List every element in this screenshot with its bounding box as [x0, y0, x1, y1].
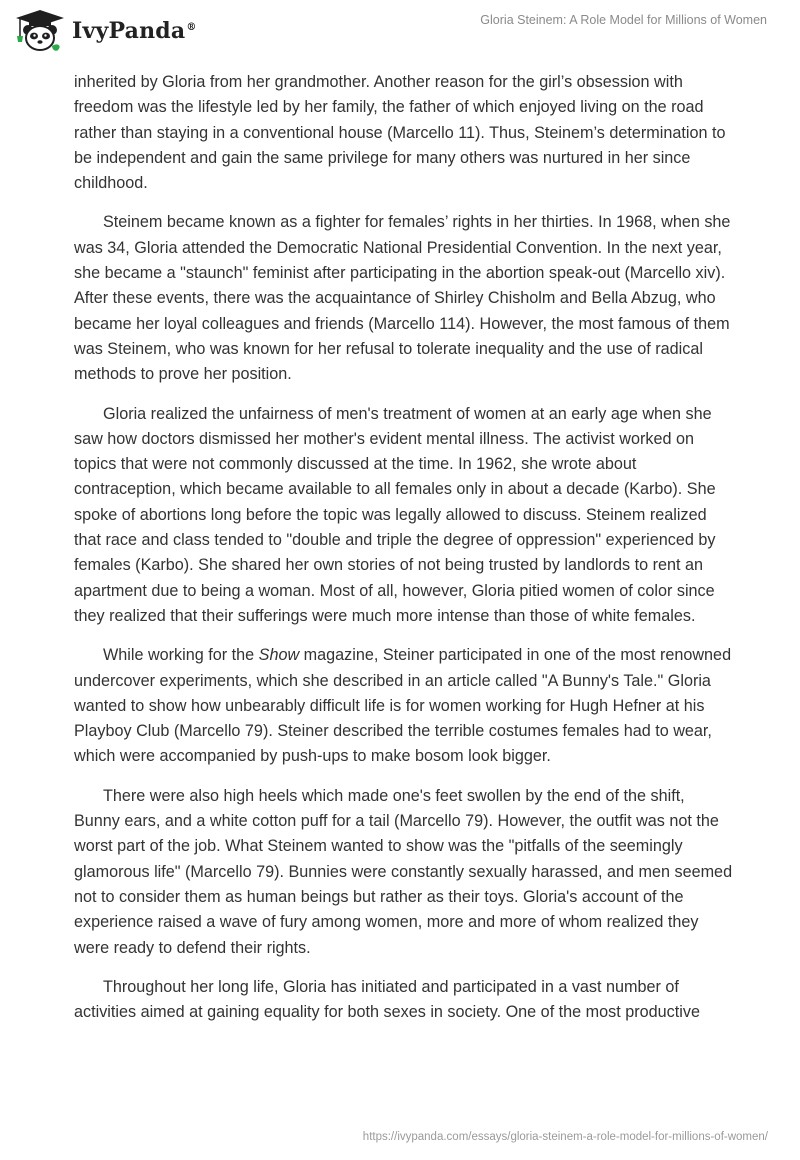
- paragraph-4-rest: magazine, Steiner participated in one of the most renowned undercover experiments, which she described in an article called "A Bunny's Tale." Gloria wanted to show how unbearably difficult life is for women working for Hugh Hefner at his Playboy Club (Marcello 79). Steiner described the terrible costumes females had to wear, which were accompanied by push-ups to make bosom look bigger.: [74, 646, 732, 766]
- paragraph-4-lead: While working for the: [103, 646, 259, 665]
- page-header: [0, 0, 800, 60]
- document-title: Gloria Steinem: A Role Model for Millions of Women: [480, 13, 767, 27]
- paragraph-1: inherited by Gloria from her grandmother. Another reason for the girl’s obsession with freedom was the lifestyle led by her family, the father of which enjoyed living on the road rather than staying in a conventional house (Marcello 11). Thus, Steinem’s determination to be independent and gain the same privilege for many others was nurtured in her since childhood.: [74, 73, 726, 193]
- paragraph-3: Gloria realized the unfairness of men's treatment of women at an early age when she saw how doctors dismissed her mother's evident mental illness. The activist worked on topics that were not commonly discussed at the time. In 1962, she wrote about contraception, which became available to all females only in about a decade (Karbo). She spoke of abortions long before the topic was legally allowed to discuss. Steinem realized that race and class tended to "double and triple the degree of oppression" experienced by females (Karbo). She shared her own stories of not being trusted by landlords to rent an apartment due to being a woman. Most of all, however, Gloria pitied women of color since they realized that their sufferings were much more intense than those of white females.: [74, 404, 716, 625]
- paragraph-2: Steinem became known as a fighter for females’ rights in her thirties. In 1968, when she was 34, Gloria attended the Democratic National Presidential Convention. In the next year, she became a "staunch" feminist after participating in the abortion speak-out (Marcello xiv). After these events, there was the acquaintance of Shirley Chisholm and Bella Abzug, who became her loyal colleagues and friends (Marcello 114). However, the most famous of them was Steinem, who was known for her refusal to tolerate inequality and the use of radical methods to prove her position.: [74, 213, 731, 384]
- panda-graduate-logo-icon: [14, 8, 66, 52]
- logo-wordmark: [72, 18, 197, 44]
- logo-text: IvyPanda: [72, 18, 186, 44]
- essay-body: [74, 70, 734, 1039]
- paragraph-5: There were also high heels which made one's feet swollen by the end of the shift, Bunny ears, and a white cotton puff for a tail (Marcello 79). However, the outfit was not the worst part of the job. What Steinem wanted to show was the "pitfalls of the seemingly glamorous life" (Marcello 79). Bunnies were constantly sexually harassed, and men seemed not to consider them as human beings but rather as their toys. Gloria's account of the experience raised a wave of fury among women, more and more of whom realized they were ready to defend their rights.: [74, 786, 733, 957]
- source-url[interactable]: https://ivypanda.com/essays/gloria-steinem-a-role-model-for-millions-of-women/: [362, 1131, 768, 1143]
- paragraph-4: [74, 643, 734, 769]
- magazine-title: Show: [258, 646, 300, 665]
- ivypanda-logo[interactable]: [14, 8, 197, 52]
- paragraph-6: Throughout her long life, Gloria has initiated and participated in a vast number of activities aimed at gaining equality for both sexes in society. One of the most productive: [74, 977, 700, 1022]
- registered-mark: ®: [186, 21, 197, 33]
